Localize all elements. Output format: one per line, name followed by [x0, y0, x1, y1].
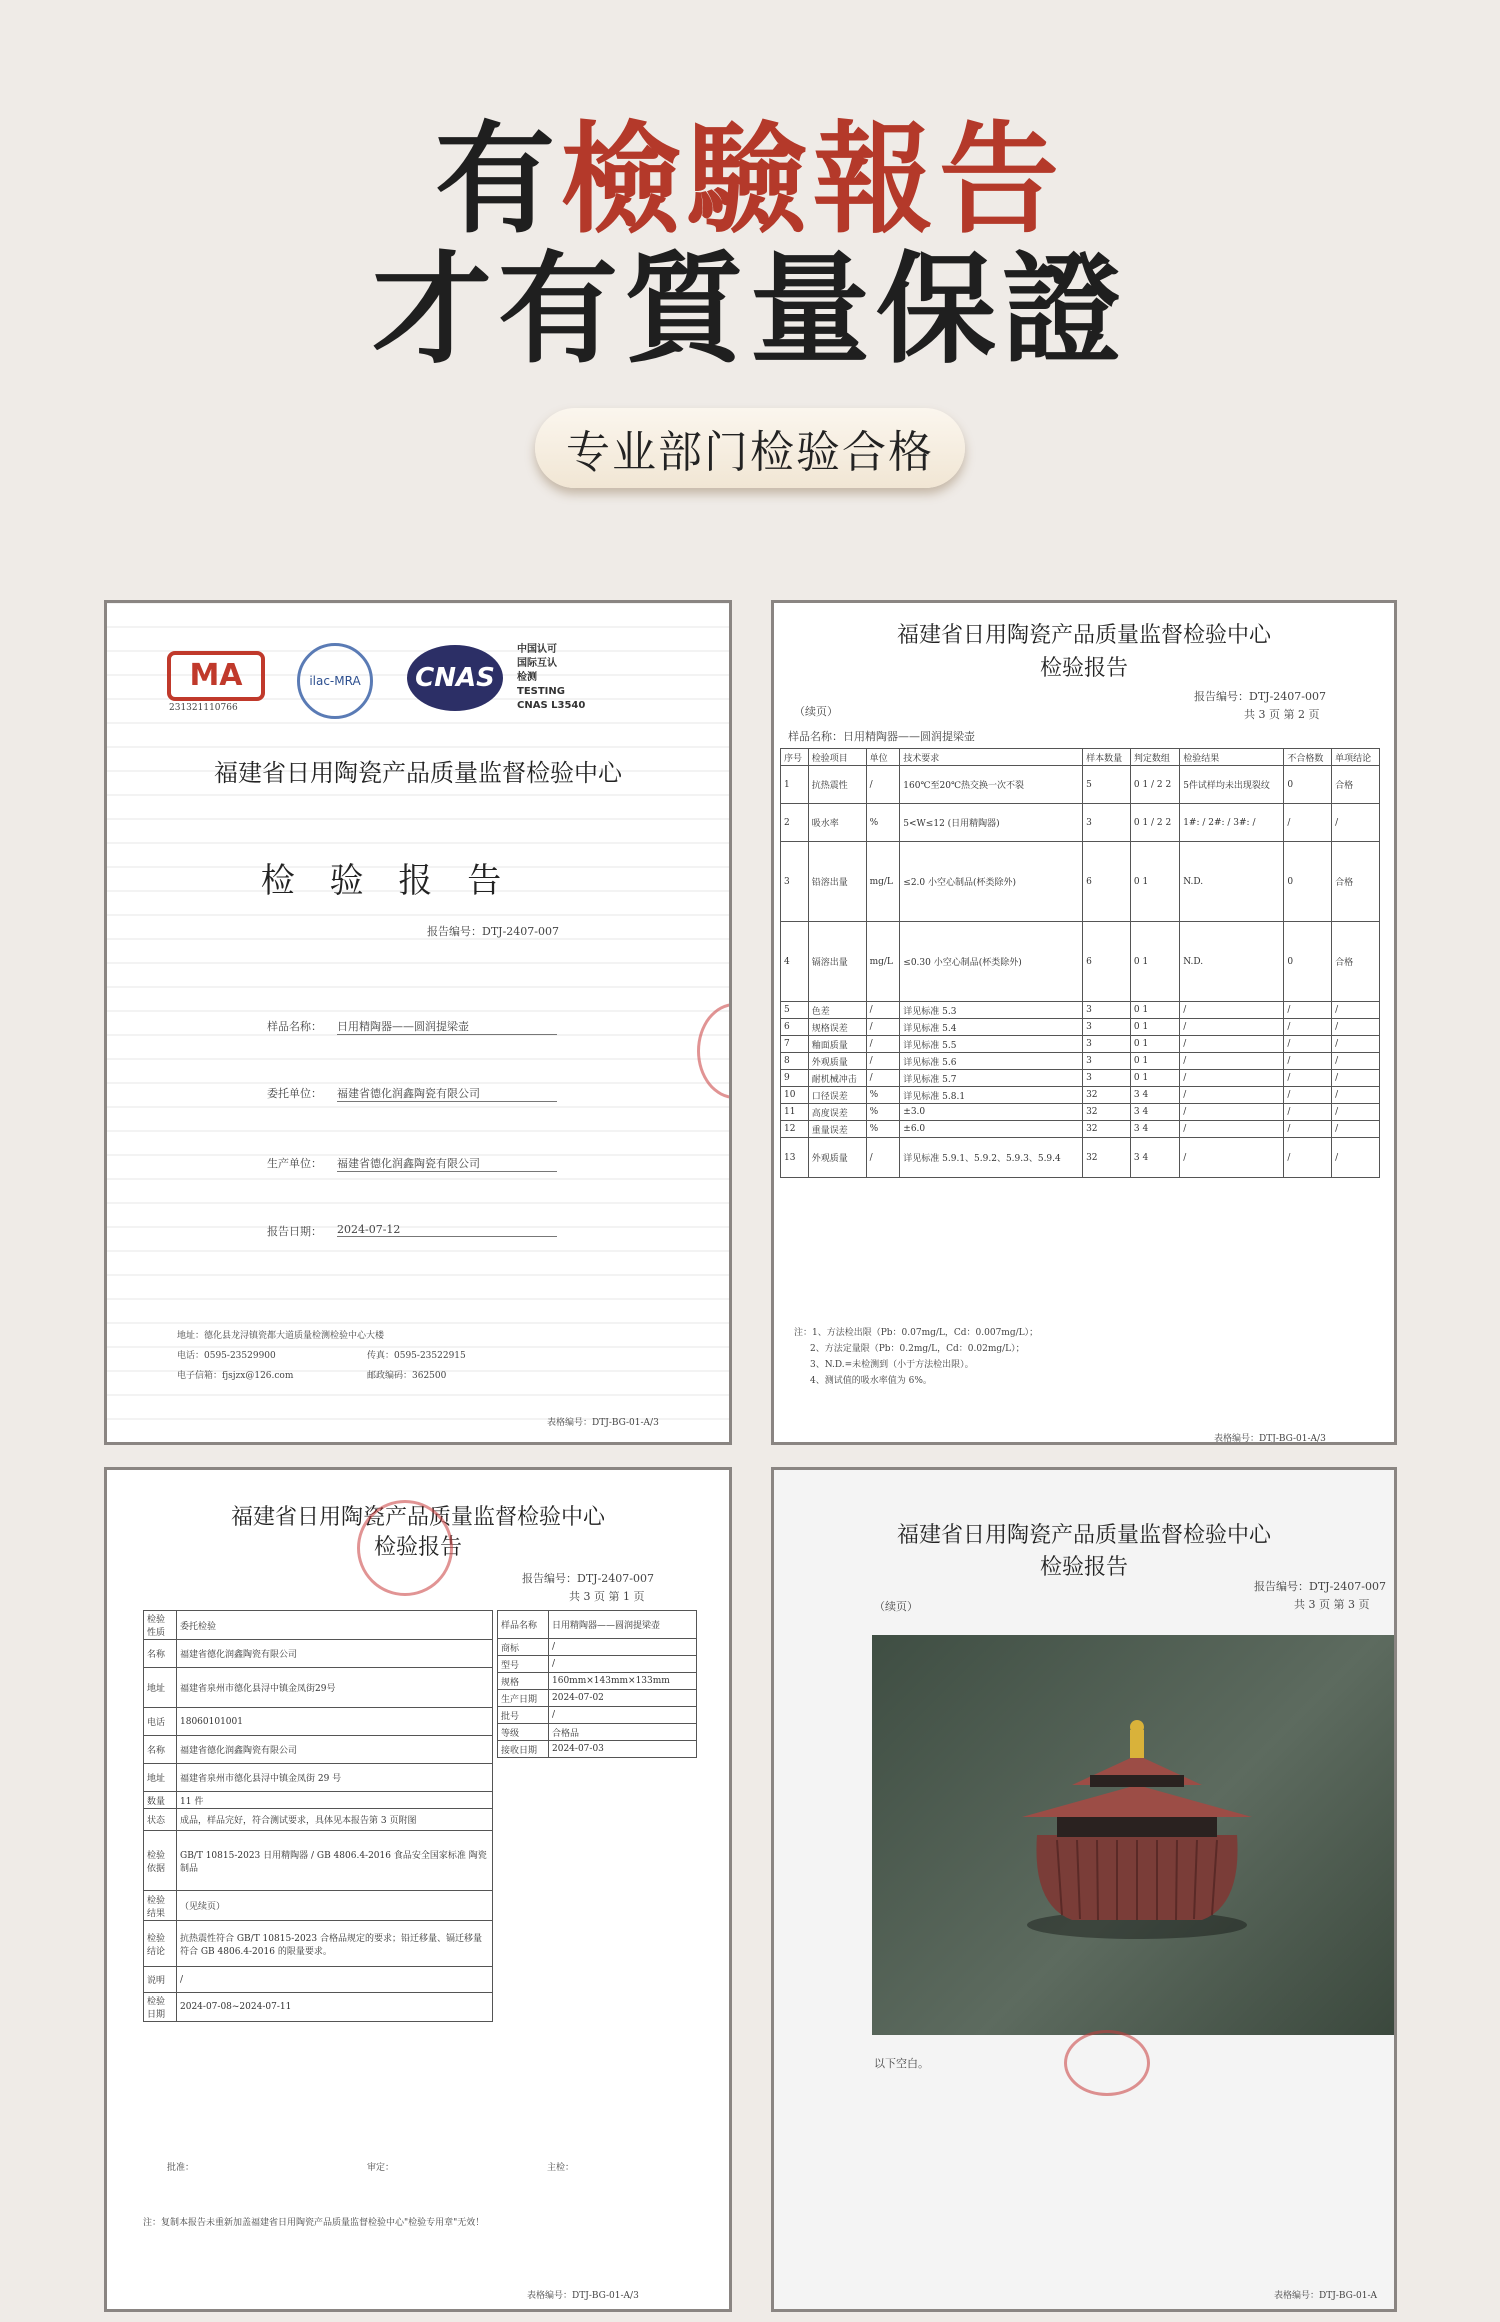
summary-table-right	[497, 1610, 697, 1758]
footer-email: 电子信箱：fjsjzx@126.com	[177, 1371, 294, 1381]
table-row: 11 高度误差 % ±3.0 32 3 4 / / /	[781, 1104, 1380, 1121]
sample-name: 样品名称：日用精陶器——圆润提梁壶	[788, 730, 975, 743]
table-row: 接收日期 2024-07-03	[498, 1741, 697, 1758]
report-title: 检 验 报 告	[260, 861, 514, 901]
ilac-mra-logo: ilac-MRA	[297, 643, 373, 719]
continued-label: （续页）	[794, 705, 838, 718]
headline-accent: 檢驗報告	[561, 109, 1065, 250]
table-row: 检验性质 委托检验	[144, 1611, 493, 1640]
sign-review: 审定：	[367, 2163, 395, 2173]
table-row: 批号 /	[498, 1707, 697, 1724]
note-4: 4、测试值的吸水率值为 6%。	[810, 1376, 932, 1386]
note-3: 3、N.D.=未检测到（小于方法检出限）。	[810, 1360, 974, 1370]
table-row: 9 耐机械冲击 / 详见标准 5.7 3 0 1 / / /	[781, 1070, 1380, 1087]
table-row: 检验结果 （见续页）	[144, 1891, 493, 1921]
summary-table-left	[143, 1610, 493, 2022]
table-row: 7 釉面质量 / 详见标准 5.5 3 0 1 / / /	[781, 1036, 1380, 1053]
report-title: 检验报告	[1039, 1555, 1128, 1580]
results-table	[780, 748, 1380, 1178]
report-number: 报告编号：DTJ-2407-007	[1254, 1580, 1386, 1593]
cma-logo: MA	[167, 651, 265, 701]
inspection-seal	[697, 1003, 732, 1099]
table-row: 12 重量误差 % ±6.0 32 3 4 / / /	[781, 1121, 1380, 1138]
cma-number: 231321110766	[169, 703, 238, 713]
report-number: 报告编号：DTJ-2407-007	[427, 925, 559, 938]
table-row: 3 铅溶出量 mg/L ≤2.0 小空心制品(杯类除外) 6 0 1 N.D. 0 合格	[781, 842, 1380, 922]
page-count: 共 3 页 第 2 页	[1244, 708, 1320, 721]
report-title: 检验报告	[373, 1535, 462, 1560]
table-row: 6 规格误差 / 详见标准 5.4 3 0 1 / / /	[781, 1019, 1380, 1036]
footer-fax: 传真：0595-23522915	[367, 1351, 466, 1361]
issuing-org: 福建省日用陶瓷产品质量监督检验中心	[896, 1523, 1271, 1548]
table-row: 名称 福建省德化润鑫陶瓷有限公司	[144, 1640, 493, 1668]
field-producer-label: 生产单位：	[267, 1157, 322, 1170]
report-photo-page	[771, 1467, 1397, 2312]
form-number: 表格编号：DTJ-BG-01-A/3	[1214, 1434, 1326, 1444]
table-row: 5 色差 / 详见标准 5.3 3 0 1 / / /	[781, 1002, 1380, 1019]
page-count: 共 3 页 第 3 页	[1294, 1598, 1370, 1611]
teapot-illustration	[872, 1635, 1397, 2035]
sign-approve: 批准：	[167, 2163, 195, 2173]
sign-inspector: 主检：	[547, 2163, 575, 2173]
table-row: 电话 18060101001	[144, 1708, 493, 1736]
table-row: 说明 /	[144, 1967, 493, 1993]
headline-prefix: 有	[435, 109, 561, 250]
table-row: 商标 /	[498, 1639, 697, 1656]
table-row: 样品名称 日用精陶器——圆润提梁壶	[498, 1611, 697, 1639]
inspection-seal	[357, 1500, 453, 1596]
table-row: 状态 成品，样品完好，符合测试要求，具体见本报告第 3 页附图	[144, 1809, 493, 1831]
table-row: 2 吸水率 % 5<W≤12 (日用精陶器) 3 0 1 / 2 2 1#: / 2#: / 3#: / / /	[781, 804, 1380, 842]
note-1: 注：1、方法检出限（Pb：0.07mg/L，Cd：0.007mg/L）；	[794, 1328, 1039, 1338]
table-row: 型号 /	[498, 1656, 697, 1673]
field-sample-label: 样品名称：	[267, 1020, 322, 1033]
cnas-text: 中国认可 国际互认 检测 TESTING CNAS L3540	[517, 644, 586, 711]
table-header: 序号 检验项目 单位 技术要求 样本数量 判定数组 检验结果 不合格数 单项结论	[781, 749, 1380, 766]
form-number: 表格编号：DTJ-BG-01-A	[1274, 2291, 1378, 2301]
issuing-org: 福建省日用陶瓷产品质量监督检验中心	[214, 759, 622, 787]
form-number: 表格编号：DTJ-BG-01-A/3	[547, 1418, 659, 1428]
qualification-pill: 专业部门检验合格	[535, 408, 965, 488]
field-client-value: 福建省德化润鑫陶瓷有限公司	[337, 1085, 557, 1102]
issuing-org: 福建省日用陶瓷产品质量监督检验中心	[230, 1505, 605, 1530]
copy-note: 注：复制本报告未重新加盖福建省日用陶瓷产品质量监督检验中心"检验专用章"无效！	[143, 2218, 485, 2228]
footer-address: 地址：德化县龙浔镇瓷都大道质量检测检验中心大楼	[177, 1331, 385, 1341]
table-row: 数量 11 件	[144, 1792, 493, 1809]
table-row: 10 口径误差 % 详见标准 5.8.1 32 3 4 / / /	[781, 1087, 1380, 1104]
footer-postcode: 邮政编码：362500	[367, 1371, 447, 1381]
table-row: 检验日期 2024-07-08~2024-07-11	[144, 1993, 493, 2022]
headline-line-2: 才有質量保證	[372, 239, 1128, 380]
cnas-logo: CNAS	[407, 645, 503, 711]
table-row: 8 外观质量 / 详见标准 5.6 3 0 1 / / /	[781, 1053, 1380, 1070]
report-title: 检验报告	[1039, 656, 1128, 681]
report-cover-page	[104, 600, 732, 1445]
inspection-seal	[1064, 2030, 1150, 2096]
report-number: 报告编号：DTJ-2407-007	[1194, 690, 1326, 703]
table-row: 检验结论 抗热震性符合 GB/T 10815-2023 合格品规定的要求；铅迁移量、镉迁移量符合 GB 4806.4-2016 的限量要求。	[144, 1921, 493, 1967]
report-summary-page	[104, 1467, 732, 2312]
table-row: 名称 福建省德化润鑫陶瓷有限公司	[144, 1736, 493, 1764]
table-row: 检验依据 GB/T 10815-2023 日用精陶器 / GB 4806.4-2016 食品安全国家标准 陶瓷制品	[144, 1831, 493, 1891]
blank-below-label: 以下空白。	[874, 2057, 929, 2070]
table-row: 4 镉溶出量 mg/L ≤0.30 小空心制品(杯类除外) 6 0 1 N.D. 0 合格	[781, 922, 1380, 1002]
table-row: 生产日期 2024-07-02	[498, 1690, 697, 1707]
field-producer-value: 福建省德化润鑫陶瓷有限公司	[337, 1155, 557, 1172]
table-row: 规格 160mm×143mm×133mm	[498, 1673, 697, 1690]
field-date-label: 报告日期：	[267, 1225, 322, 1238]
table-row: 1 抗热震性 / 160℃至20℃热交换一次不裂 5 0 1 / 2 2 5件试样均未出现裂纹 0 合格	[781, 766, 1380, 804]
report-number: 报告编号：DTJ-2407-007	[522, 1572, 654, 1585]
page-count: 共 3 页 第 1 页	[569, 1590, 645, 1603]
issuing-org: 福建省日用陶瓷产品质量监督检验中心	[896, 623, 1271, 648]
field-date-value: 2024-07-12	[337, 1223, 557, 1237]
report-results-page	[771, 600, 1397, 1445]
table-row: 地址 福建省泉州市德化县浔中镇金凤街 29 号	[144, 1764, 493, 1792]
product-photo	[872, 1635, 1397, 2035]
note-2: 2、方法定量限（Pb：0.2mg/L，Cd：0.02mg/L）；	[810, 1344, 1025, 1354]
field-client-label: 委托单位：	[267, 1087, 322, 1100]
footer-phone: 电话：0595-23529900	[177, 1351, 276, 1361]
form-number: 表格编号：DTJ-BG-01-A/3	[527, 2291, 639, 2301]
continued-label: （续页）	[874, 1600, 918, 1613]
table-row: 地址 福建省泉州市德化县浔中镇金凤街29号	[144, 1668, 493, 1708]
field-sample-value: 日用精陶器——圆润提梁壶	[337, 1018, 557, 1035]
table-row: 13 外观质量 / 详见标准 5.9.1、5.9.2、5.9.3、5.9.4 32 3 4 / / /	[781, 1138, 1380, 1178]
table-row: 等级 合格品	[498, 1724, 697, 1741]
headline-line-1	[0, 110, 1500, 250]
